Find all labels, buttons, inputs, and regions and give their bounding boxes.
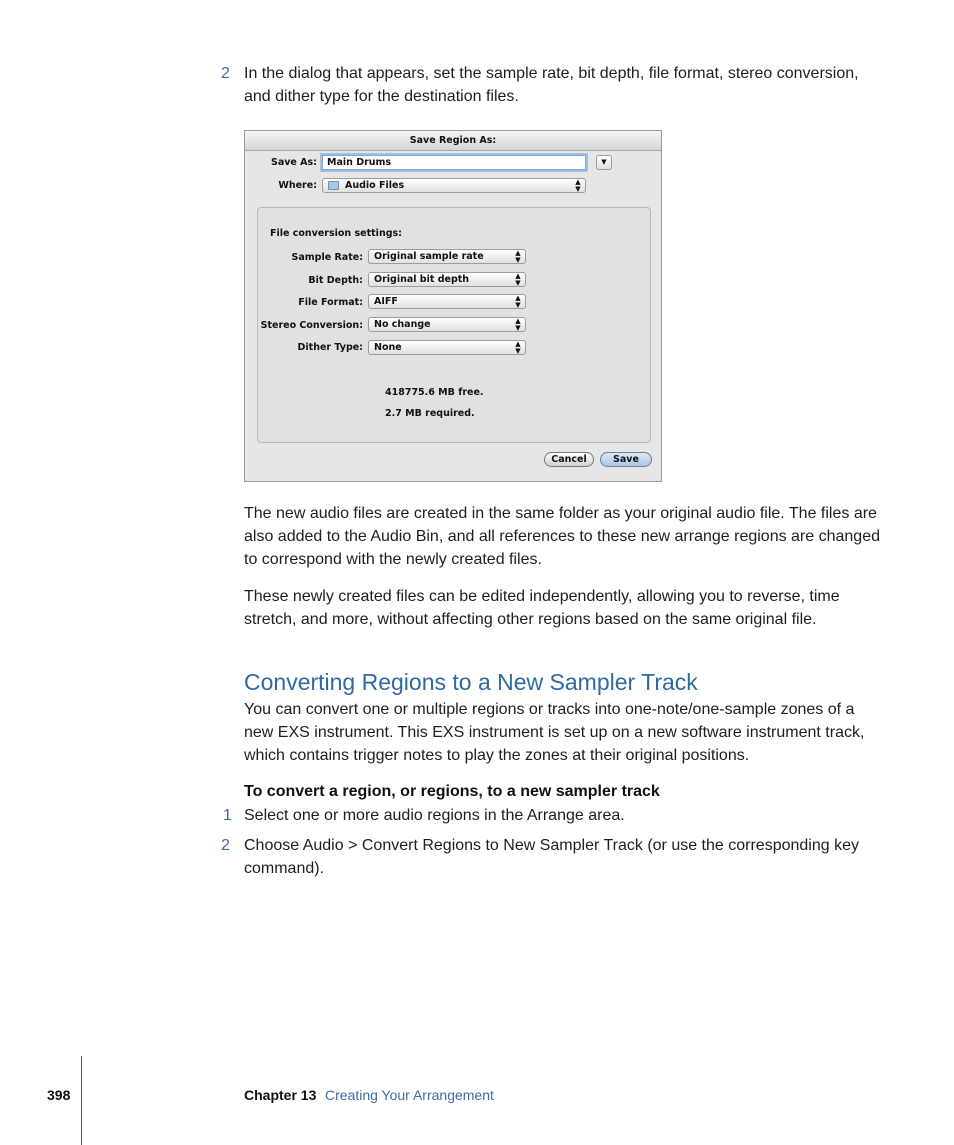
save-button[interactable]: Save: [600, 452, 652, 467]
stereo-conversion-label: Stereo Conversion:: [260, 320, 363, 331]
updown-arrows-icon: ▲ ▼: [515, 340, 521, 355]
paragraph-line: The new audio files are created in the same folder as your original audio file. The files are: [244, 505, 877, 522]
where-value: Audio Files: [345, 180, 405, 191]
file-format-popup[interactable]: [368, 294, 526, 309]
cancel-button[interactable]: Cancel: [544, 452, 594, 467]
step-text-line: In the dialog that appears, set the sample rate, bit depth, file format, stereo conversion,: [244, 65, 859, 82]
step-text: Select one or more audio regions in the Arrange area.: [244, 807, 625, 824]
file-format-value: AIFF: [374, 296, 398, 307]
dialog-title: Save Region As:: [245, 131, 661, 151]
save-region-dialog: [244, 130, 662, 482]
bit-depth-value: Original bit depth: [374, 274, 470, 285]
paragraph-line: new EXS instrument. This EXS instrument is set up on a new software instrument track,: [244, 724, 865, 741]
paragraph-line: which contains trigger notes to play the zones at their original positions.: [244, 747, 750, 764]
sample-rate-value: Original sample rate: [374, 251, 484, 262]
updown-arrows-icon: ▲ ▼: [515, 294, 521, 309]
chevron-down-icon: ▼: [601, 158, 607, 166]
folder-icon: [328, 181, 339, 190]
paragraph: [244, 585, 840, 631]
step-text-line: command).: [244, 860, 325, 877]
step-number: 2: [221, 65, 230, 82]
sample-rate-popup[interactable]: [368, 249, 526, 264]
file-conversion-group: [257, 207, 651, 443]
step-text-line: Choose Audio > Convert Regions to New Sampler Track (or use the corresponding key: [244, 837, 859, 854]
step-number: 1: [223, 807, 232, 824]
dither-type-value: None: [374, 342, 402, 353]
paragraph-line: to correspond with the newly created files.: [244, 551, 542, 568]
section-intro: [244, 698, 864, 767]
task-title: To convert a region, or regions, to a new sampler track: [244, 783, 660, 800]
paragraph-line: stretch, and more, without affecting other regions based on the same original file.: [244, 611, 817, 628]
step-text: [244, 834, 859, 880]
dither-type-popup[interactable]: [368, 340, 526, 355]
page-number: 398: [47, 1087, 71, 1103]
step-text: [244, 62, 859, 108]
stereo-conversion-value: No change: [374, 319, 431, 330]
free-space-text: 418775.6 MB free.: [385, 387, 484, 398]
file-format-label: File Format:: [298, 297, 363, 308]
updown-arrows-icon: ▲ ▼: [515, 249, 521, 264]
updown-arrows-icon: ▲ ▼: [515, 272, 521, 287]
chapter-title: Creating Your Arrangement: [325, 1087, 494, 1103]
bit-depth-label: Bit Depth:: [308, 275, 363, 286]
step-text-line: and dither type for the destination files.: [244, 88, 519, 105]
expand-button[interactable]: [596, 155, 612, 170]
required-space-text: 2.7 MB required.: [385, 408, 475, 419]
sample-rate-label: Sample Rate:: [291, 252, 363, 263]
stereo-conversion-popup[interactable]: [368, 317, 526, 332]
paragraph: [244, 502, 880, 571]
footer-divider: [81, 1056, 82, 1145]
updown-arrows-icon: ▲ ▼: [515, 317, 521, 332]
step-number: 2: [221, 837, 230, 854]
dither-type-label: Dither Type:: [297, 342, 363, 353]
updown-arrows-icon: ▲ ▼: [575, 178, 581, 193]
save-as-field[interactable]: Main Drums: [322, 155, 586, 170]
where-popup[interactable]: [322, 178, 586, 193]
paragraph-line: also added to the Audio Bin, and all references to these new arrange regions are changed: [244, 528, 880, 545]
section-heading: Converting Regions to a New Sampler Track: [244, 669, 698, 695]
save-as-label: Save As:: [270, 157, 317, 168]
paragraph-line: These newly created files can be edited independently, allowing you to reverse, time: [244, 588, 840, 605]
where-label: Where:: [278, 180, 317, 191]
bit-depth-popup[interactable]: [368, 272, 526, 287]
paragraph-line: You can convert one or multiple regions or tracks into one-note/one-sample zones of a: [244, 701, 855, 718]
chapter-label: Chapter 13: [244, 1087, 317, 1103]
group-title: File conversion settings:: [270, 228, 402, 239]
